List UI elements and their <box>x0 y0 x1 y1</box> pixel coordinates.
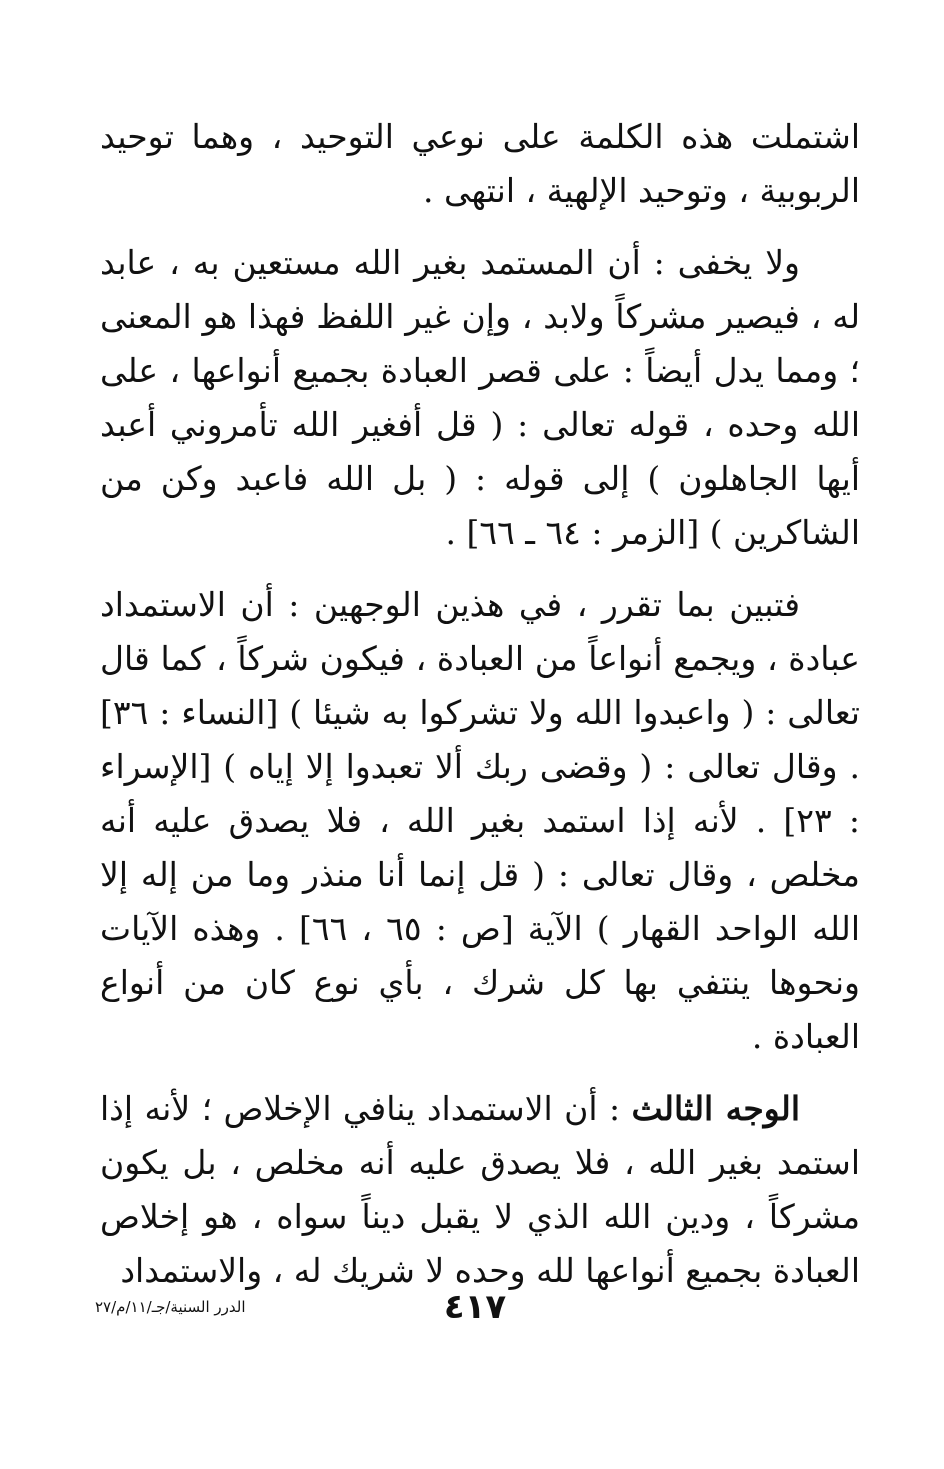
paragraph-conclusion-two-aspects: فتبين بما تقرر ، في هذين الوجهين : أن الاستمداد عبادة ، ويجمع أنواعاً من العبادة ، فيكون شركاً ، كما قال تعالى : ( واعبدوا الله ولا تشركوا به شيئا ) [النساء : ٣٦] . وقال تعالى : ( وقضى ربك ألا تعبدوا إلا إياه ) [الإسراء : ٢٣] . لأنه إذا استمد بغير الله ، فلا يصدق عليه أنه مخلص ، وقال تعالى : ( قل إنما أنا منذر وما من إله إلا الله الواحد القهار ) الآية [ص : ٦٥ ، ٦٦] . وهذه الآيات ونحوها ينتفي بها كل شرك ، بأي نوع كان من أنواع العبادة . <box>100 585 860 1056</box>
main-text-block <box>100 110 860 1298</box>
paragraph-third-aspect <box>100 1082 860 1298</box>
paragraph-spacer <box>100 560 860 578</box>
paragraph-spacer <box>100 1064 860 1082</box>
paragraph-istimdad-worship: ولا يخفى : أن المستمد بغير الله مستعين به ، عابد له ، فيصير مشركاً ولابد ، وإن غير اللفظ فهذا هو المعنى ؛ ومما يدل أيضاً : على قصر العبادة بجميع أنواعها ، على الله وحده ، قوله تعالى : ( قل أفغير الله تأمروني أعبد أيها الجاهلون ) إلى قوله : ( بل الله فاعبد وكن من الشاكرين ) [الزمر : ٦٤ ـ ٦٦] . <box>100 243 860 552</box>
paragraph-continuation: اشتملت هذه الكلمة على نوعي التوحيد ، وهما توحيد الربوبية ، وتوحيد الإلهية ، انتهى . <box>100 117 860 210</box>
book-reference: الدرر السنية/جـ/١١/م/٢٧ <box>95 1298 246 1316</box>
section-heading-third-aspect: الوجه الثالث <box>631 1089 800 1128</box>
paragraph-third-aspect-text: : أن الاستمداد ينافي الإخلاص ؛ لأنه إذا استمد بغير الله ، فلا يصدق عليه أنه مخلص ، بل يكون مشركاً ، ودين الله الذي لا يقبل ديناً سواه ، هو إخلاص العبادة بجميع أنواعها لله وحده لا شريك له ، والاستمداد <box>100 1089 860 1290</box>
page-number: ٤١٧ <box>443 1287 507 1327</box>
paragraph-spacer <box>100 218 860 236</box>
